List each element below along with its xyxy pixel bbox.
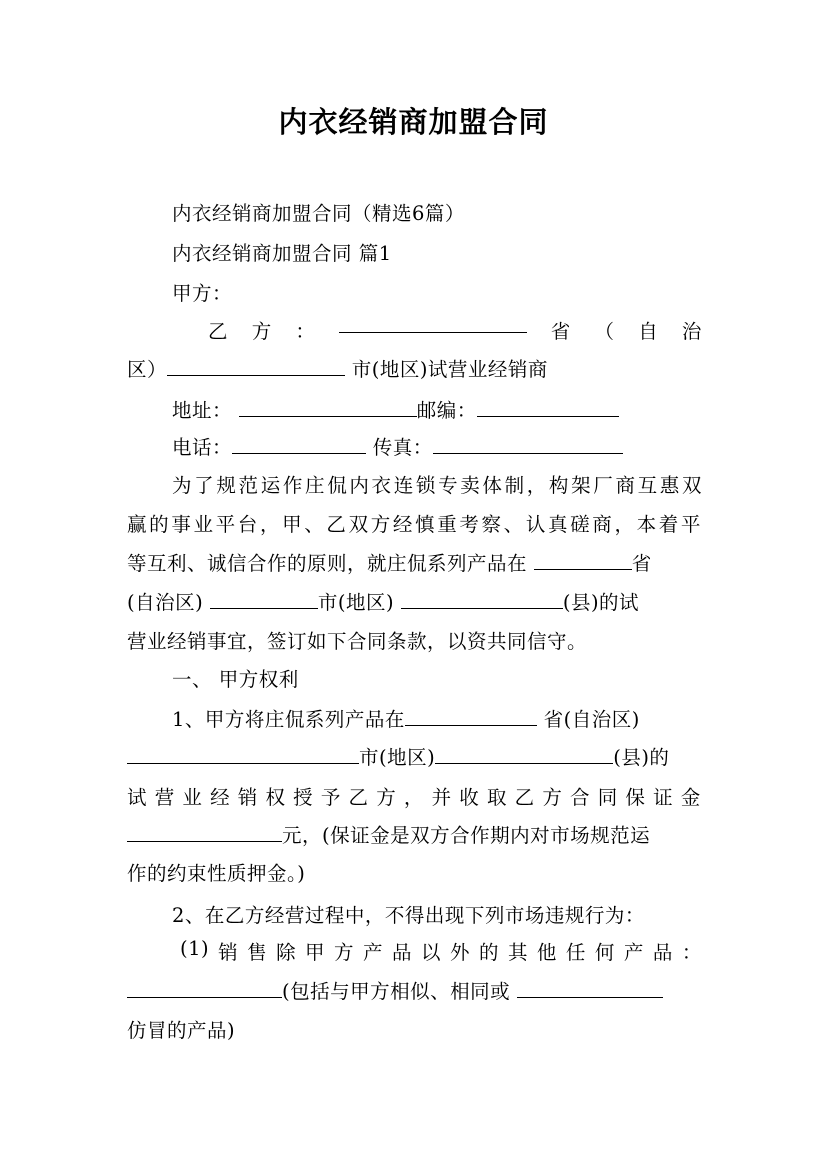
sub1-text: (包括与甲方相似、相同或 — [282, 980, 511, 1003]
text-char: 经 — [392, 513, 413, 536]
text-char: 方 — [376, 786, 397, 809]
postcode-blank[interactable] — [477, 400, 619, 417]
clause-heading: 一、 甲方权利 — [172, 668, 299, 691]
text-char: 证 — [653, 786, 674, 809]
party-b-province-blank[interactable] — [339, 316, 527, 333]
sub1-blank[interactable] — [127, 981, 282, 998]
phone-label: 电话： — [172, 436, 233, 459]
clause1-text: 1、甲方将庄侃系列产品在 — [172, 708, 405, 731]
party-b-region-line — [127, 354, 701, 382]
region-label: 区） — [127, 358, 168, 381]
province-label: 省 — [631, 552, 652, 575]
text-char: 、 — [304, 513, 325, 536]
text-char: 同 — [597, 786, 618, 809]
text-char: 任 — [565, 941, 586, 964]
text-char: 他 — [536, 941, 557, 964]
text-char: 甲 — [282, 513, 303, 536]
text-char: 卖 — [460, 474, 481, 497]
text-char: 的 — [478, 941, 499, 964]
text-char: 品 — [652, 941, 673, 964]
text-char: 平 — [680, 513, 701, 536]
text-char: 锁 — [415, 474, 436, 497]
clause1-line5: 作的约束性质押金。) — [127, 862, 306, 885]
text-char: 方 — [542, 786, 563, 809]
text-char: ， — [403, 786, 424, 809]
sub1-blank-2[interactable] — [517, 981, 663, 998]
clause2-sub1-line3: 仿冒的产品) — [127, 1019, 236, 1042]
text-char: ： — [681, 941, 702, 964]
text-char: 方 — [370, 513, 391, 536]
clause2-sub1-line2 — [127, 976, 701, 1004]
text-char: 权 — [265, 786, 286, 809]
text-char: 方 — [334, 941, 355, 964]
postcode-label: 邮编： — [416, 399, 477, 422]
party-b-line — [208, 316, 702, 344]
text-char: 内 — [349, 474, 370, 497]
text-char: 方 — [251, 320, 272, 343]
autonomous-region-label: (自治区) — [127, 591, 204, 614]
para1-line1 — [172, 470, 702, 498]
text-char: 互 — [637, 474, 658, 497]
text-char: 惠 — [659, 474, 680, 497]
clause1-city-label: 市(地区) — [359, 746, 436, 769]
text-char: 商 — [592, 513, 613, 536]
region-suffix: 市(地区)试营业经销商 — [351, 358, 548, 381]
text-char: 乙 — [514, 786, 535, 809]
clause1-province-blank[interactable] — [405, 709, 537, 726]
text-char: 业 — [182, 786, 203, 809]
text-char: 乙 — [208, 320, 229, 343]
clause1-line4 — [127, 820, 701, 848]
address-label: 地址： — [172, 399, 233, 422]
fax-label: 传真： — [372, 436, 433, 459]
text-char: 收 — [459, 786, 480, 809]
text-char: 规 — [216, 474, 237, 497]
text-char: 予 — [320, 786, 341, 809]
text-char: 双 — [348, 513, 369, 536]
text-char: 作 — [282, 474, 303, 497]
phone-blank[interactable] — [232, 437, 366, 454]
text-char: 乙 — [348, 786, 369, 809]
text-char: 了 — [194, 474, 215, 497]
text-char: 衣 — [371, 474, 392, 497]
deposit-text: 元，(保证金是双方合作期内对市场规范运 — [282, 824, 651, 847]
clause2-sub1-line1 — [180, 937, 702, 965]
city-label: 市(地区) — [317, 591, 395, 614]
clause1-county-label: (县)的 — [613, 746, 670, 769]
text-char: 商 — [615, 474, 636, 497]
text-char: 其 — [507, 941, 528, 964]
text-char: ， — [614, 513, 635, 536]
text-char: 治 — [681, 320, 702, 343]
text-char: 赢 — [127, 513, 148, 536]
clause1-province-label: 省(自治区) — [543, 708, 640, 731]
text-char: 产 — [623, 941, 644, 964]
text-char: 省 — [550, 320, 571, 343]
text-char: 考 — [459, 513, 480, 536]
city-blank[interactable] — [210, 592, 318, 609]
text-char: 销 — [218, 941, 239, 964]
text-char: 真 — [547, 513, 568, 536]
text-char: 庄 — [305, 474, 326, 497]
clause1-line3 — [127, 782, 701, 810]
text-char: ， — [526, 474, 547, 497]
text-char: 以 — [420, 941, 441, 964]
text-char: 侃 — [327, 474, 348, 497]
text-char: 合 — [570, 786, 591, 809]
text-char: 构 — [548, 474, 569, 497]
text-char: 乙 — [326, 513, 347, 536]
text-char: 着 — [658, 513, 679, 536]
text-char: 甲 — [305, 941, 326, 964]
text-char: 售 — [247, 941, 268, 964]
province-blank[interactable] — [534, 553, 632, 570]
address-line — [172, 395, 702, 423]
county-label: (县)的试 — [562, 591, 640, 614]
text-char: 厂 — [593, 474, 614, 497]
text-char: 体 — [482, 474, 503, 497]
text-char: 架 — [571, 474, 592, 497]
clause1-line2 — [127, 742, 701, 770]
clause1-county-blank[interactable] — [435, 747, 613, 764]
text-char: 业 — [193, 513, 214, 536]
text-char: 经 — [210, 786, 231, 809]
text-char: 本 — [636, 513, 657, 536]
county-blank[interactable] — [401, 592, 563, 609]
phone-line — [172, 432, 702, 460]
text-char: 品 — [392, 941, 413, 964]
text-char: 外 — [449, 941, 470, 964]
deposit-blank[interactable] — [127, 825, 282, 842]
text-char: 取 — [486, 786, 507, 809]
text-char: 产 — [363, 941, 384, 964]
party-a-label: 甲方： — [172, 282, 233, 305]
text-char: 销 — [237, 786, 258, 809]
text-char: (1) — [180, 937, 210, 960]
region-blank[interactable] — [167, 359, 345, 376]
text-char: 金 — [680, 786, 701, 809]
clause1-line1 — [172, 704, 702, 732]
para1-line2 — [127, 509, 701, 537]
text-char: 为 — [172, 474, 193, 497]
text-char: 除 — [276, 941, 297, 964]
text-char: 重 — [437, 513, 458, 536]
para1-text: 等互利、诚信合作的原则，就庄侃系列产品在 — [127, 552, 528, 575]
text-char: 平 — [215, 513, 236, 536]
text-char: 营 — [154, 786, 175, 809]
text-char: 磋 — [570, 513, 591, 536]
text-char: 连 — [393, 474, 414, 497]
para1-line3 — [127, 548, 701, 576]
para1-line5: 营业经销事宜，签订如下合同条款，以资共同信守。 — [127, 630, 588, 653]
text-char: 何 — [594, 941, 615, 964]
fax-blank[interactable] — [433, 437, 623, 454]
text-char: 保 — [625, 786, 646, 809]
text-char: 慎 — [415, 513, 436, 536]
text-char: 并 — [431, 786, 452, 809]
text-char: 专 — [438, 474, 459, 497]
text-char: 的 — [149, 513, 170, 536]
text-char: 制 — [504, 474, 525, 497]
text-char: 事 — [171, 513, 192, 536]
text-char: ， — [259, 513, 280, 536]
text-char: 自 — [638, 320, 659, 343]
text-char: 范 — [238, 474, 259, 497]
text-char: 授 — [293, 786, 314, 809]
text-char: 察 — [481, 513, 502, 536]
text-char: 运 — [260, 474, 281, 497]
text-char: 台 — [237, 513, 258, 536]
para1-line4 — [127, 587, 701, 615]
document-subtitle: 内衣经销商加盟合同（精选6篇） — [172, 202, 465, 225]
text-char: （ — [594, 320, 615, 343]
clause2-line1: 2、在乙方经营过程中，不得出现下列市场违规行为： — [172, 904, 645, 927]
text-char: 、 — [503, 513, 524, 536]
clause1-city-blank[interactable] — [127, 747, 359, 764]
text-char: ： — [295, 320, 316, 343]
text-char: 试 — [127, 786, 148, 809]
text-char: 双 — [681, 474, 702, 497]
address-blank[interactable] — [239, 400, 417, 417]
section-heading: 内衣经销商加盟合同 篇1 — [172, 242, 392, 265]
document-title: 内衣经销商加盟合同 — [278, 105, 549, 139]
text-char: 认 — [525, 513, 546, 536]
